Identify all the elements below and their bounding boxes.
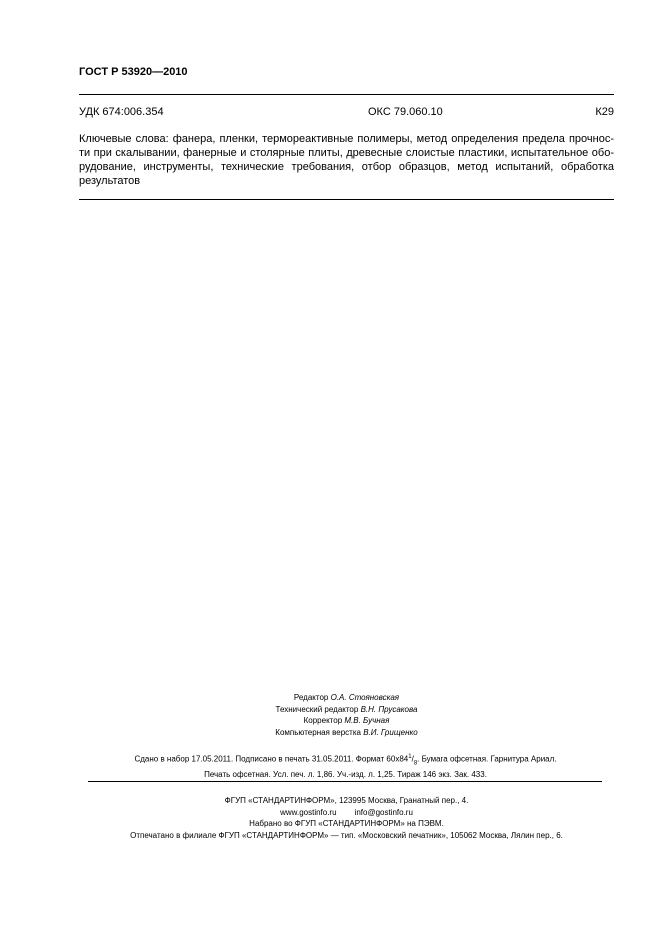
keywords-divider [79,199,614,200]
print-info-text: Сдано в набор 17.05.2011. Подписано в печать 31.05.2011. Формат 60x84 [134,754,409,764]
keywords-line: результатов [79,175,141,187]
category-code: К29 [595,106,614,118]
credit-role: Редактор [293,693,329,702]
credit-name: В.И. Грищенко [363,727,418,737]
publisher-contacts [79,807,614,819]
keywords-line: рудование, инструменты, технические требования, отбор образцов, метод испытаний, обработка [79,161,614,173]
print-info-block [88,751,603,781]
publisher-typeset: Набрано во ФГУП «СТАНДАРТИНФОРМ» на ПЭВМ. [249,819,444,828]
publisher-email: info@gostinfo.ru [354,807,413,817]
header-divider [79,94,614,95]
publisher-block [79,795,614,841]
credit-tech-editor [79,704,614,716]
credit-role: Компьютерная верстка [275,727,361,737]
credit-name: М.В. Бучная [344,716,390,725]
credit-corrector [79,715,614,727]
format-superscript: 1 [408,754,412,760]
publisher-address: ФГУП «СТАНДАРТИНФОРМ», 123995 Москва, Гранатный пер., 4. [224,796,469,805]
keywords-line: ти при скалывании, фанерные и столярные плиты, древесные слоистые пластики, испытательное обо- [79,147,614,159]
publisher-website: www.gostinfo.ru [280,807,337,817]
print-info-text: . Бумага офсетная. Гарнитура Ариал. [417,754,557,764]
format-subscript: 8 [413,760,418,767]
credit-name: О.А. Стояновская [330,693,400,702]
print-info-line: Печать офсетная. Усл. печ. л. 1,86. Уч.-изд. л. 1,25. Тираж 146 экз. Зак. 433. [204,770,487,780]
credit-role: Технический редактор [275,704,359,714]
credits-block [79,692,614,738]
credit-name: В.Н. Прусакова [360,704,418,714]
print-info-divider [88,781,602,782]
credit-role: Корректор [303,716,343,725]
udk-code: УДК 674:006.354 [79,106,164,118]
credit-editor [79,692,614,704]
publisher-printed: Отпечатано в филиале ФГУП «СТАНДАРТИНФОРМ» — тип. «Московский печатник», 105062 Москва, Лялин пер., 6. [130,830,563,840]
keywords-line: Ключевые слова: фанера, пленки, термореактивные полимеры, метод определения предела прочнос- [79,133,614,145]
keywords-block [79,132,614,188]
page-title: ГОСТ Р 53920—2010 [79,66,188,78]
print-info-line: Сдано в набор 17.05.2011. Подписано в печать 31.05.2011. Формат $60x84^1/_8$. Бумага офсетная. Гарнитура Ариал. [134,754,557,767]
credit-layout [79,727,614,739]
oks-code: ОКС 79.060.10 [368,106,443,118]
